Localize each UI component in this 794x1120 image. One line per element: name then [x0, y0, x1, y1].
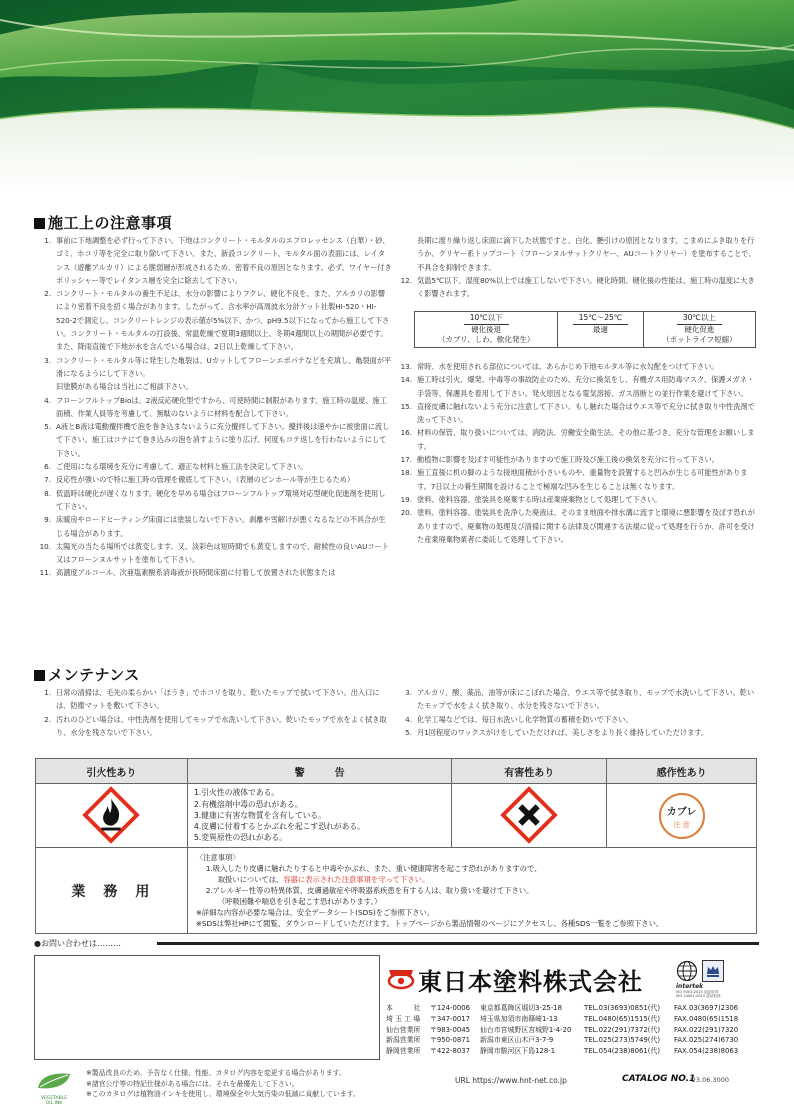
- footer-note: ※製品改良のため、予告なく仕様、性能、カタログ内容を変更する場合があります。: [86, 1069, 346, 1077]
- list-item: 長期に渡り繰り返し床面に滴下した状態ですと、白化、艶引けの原因となります。こまめにふき取りを行うか、クリヤー系トップコート（フローンヌルサットクリヤー、AUコートクリヤー）を塗布することで、不具合を抑制できます。: [417, 236, 756, 272]
- temp-high-note: （ポットライフ短縮）: [662, 335, 737, 344]
- note-line: 取扱いについては、容器に表示された注意事項を守って下さい。: [217, 875, 430, 884]
- list-item: 4. フローンフルトップBioは、2液反応硬化型ですから、可使時間に制限があります。施工時の温度、施工面積、作業人員等を考慮して、無駄のないように材料を配合して下さい。: [44, 395, 387, 418]
- list-item: 12. 気温5℃以下、湿度80%以上では施工しないで下さい。硬化時間、硬化後の性能は、施工時の温度に大きく影響されます。: [400, 275, 755, 299]
- list-item: 2. コンクリート・モルタルの養生不足は、水分の影響によりフクレ、硬化不良を、また、アルカリの影響により密着不良を招く場合があります。したがって、含水率が高周波水分計ケット社製HI-520・HI-520-2で測定し、コンクリートレンジの表示値が5%以下、かつ、pH9.5以下になってから施工して下さい。コンクリート・モルタルの打設後、常温乾燥で夏期3週間以上、冬期4週間以上の期間が必要です。また、降雨直後で下地が水を含んでいる場合は、2日以上乾燥して下さい。: [44, 289, 390, 352]
- office-row: 静岡営業所 〒422-8037 静岡市駿河区下島128-1 TEL.054(238)8061(代) FAX.054(238)8063: [386, 1047, 739, 1056]
- maintenance-right-column: [397, 686, 759, 739]
- list-item: 11. 高濃度アルコール、次亜塩素酸系消毒液が長時間床面に付着して放置された状態または: [39, 568, 336, 578]
- company-name: 東日本塗料株式会社: [418, 968, 643, 996]
- header-warning: 警 告: [187, 759, 452, 784]
- list-item: 4. 化学工場などでは、毎日水洗いし化学物質の蓄積を防いで下さい。: [405, 714, 633, 724]
- cert-brand: intertek: [676, 983, 704, 990]
- catalog-number: CATALOG NO.1: [622, 1074, 696, 1084]
- harmful-icon: [500, 786, 558, 844]
- note-line: 2.アレルギー性等の特異体質、皮膚過敏症や呼吸器系疾患を有する人は、取り扱いを避けて下さい。: [205, 886, 534, 895]
- list-item: 5. A液とB液は電動攪拌機で泡を巻き込まないように充分攪拌して下さい。攪拌後は速やかに被塗面に流して下さい。施工はコテにて巻き込みの泡を消すように塗り広げ、何度もコテ返しを行わないようにして下さい。: [44, 422, 390, 458]
- notes-title: 〈注意事項〉: [195, 853, 240, 862]
- list-item: 8. 低温時は硬化が遅くなります。硬化を早める場合はフローンフルトップ環境対応型硬化促進剤を使用して下さい。: [44, 488, 386, 511]
- contact-label: ●お問い合わせは………: [34, 939, 121, 948]
- temp-high-effect: 硬化促進: [684, 324, 715, 334]
- caution-left-column: [36, 234, 392, 580]
- note-line: （呼吸困難や喘息を引き起こす恐れがあります。）: [217, 897, 382, 906]
- badge-sublabel: 注 意: [673, 820, 690, 829]
- header-sensitizing: 感作性あり: [607, 759, 757, 784]
- globe-icon: [676, 960, 698, 982]
- note-line: 1.吸入したり皮膚に触れたりすると中毒やかぶれ、また、重い健康障害を起こす恐れがありますので、: [205, 864, 542, 873]
- maintenance-title: メンテナンス: [34, 664, 140, 685]
- cert-text: ISO 9001:2015 認証取得 ISO 14001:2015 認証取得: [676, 990, 721, 998]
- list-item: 5. 月1回程度のワックスがけをしていただければ、美しさをより長く維持していただけます。: [405, 727, 709, 737]
- temp-mid-effect: 最適: [593, 324, 608, 334]
- caution-right-column-top: [397, 234, 759, 300]
- veg-text: VEGETABLE OIL INK: [40, 1096, 68, 1106]
- list-item: 6. ご使用になる環境を充分に考慮して、適正な材料と施工法を決定して下さい。: [44, 462, 308, 472]
- certification-marks: [674, 958, 756, 998]
- vegetable-oil-ink-mark: [34, 1070, 74, 1106]
- contact-box: [34, 955, 380, 1060]
- list-item: 1. 日常の清掃は、毛先の柔らかい「ほうき」でホコリを取り、乾いたモップで拭いて下さい。出入口には、防塵マットを敷いて下さい。: [44, 688, 380, 711]
- header-banner: [0, 0, 794, 190]
- crown-icon: [703, 961, 723, 981]
- list-item: 10. 太陽光の当たる場所では黄変します。又、淡彩色は短時間でも黄変しますので、耐候性の良いAUコート又はフローンヌルサットを塗布して下さい。: [39, 541, 389, 565]
- caution-right-column-bottom: [397, 360, 759, 546]
- hazard-warning-table: [35, 758, 757, 934]
- maintenance-left-column: [36, 686, 392, 739]
- note-line: ※詳細な内容が必要な場合は、安全データシート(SDS)をご参照下さい。: [195, 908, 435, 917]
- list-item: 17. 動植物に影響を及ぼす可能性がありますので施工時及び施工後の換気を充分に行って下さい。: [400, 455, 719, 465]
- list-item: 7. 反応性が強いので特に施工時の管理を徹底して下さい。（表層のピンホール等が生じるため）: [44, 475, 355, 485]
- list-item: 旧塗膜がある場合は当社にご相談下さい。: [56, 382, 193, 392]
- temp-low-effect: 硬化後退: [471, 324, 502, 334]
- list-item: 3. アルカリ、酸、薬品、油等が床にこぼれた場合、ウエス等で拭き取り、モップで水洗いして下さい。乾いたモップで水をよく拭き取り、水分を残さないで下さい。: [405, 688, 755, 711]
- list-item: 2. 汚れのひどい場合は、中性洗剤を使用してモップで水洗いして下さい。乾いたモップで水をよく拭き取り、水分を残さないで下さい。: [44, 714, 387, 737]
- warning-item: 4.皮膚に付着するとかぶれを起こす恐れがある。: [193, 822, 365, 832]
- office-row: 新潟営業所 〒950-0871 新潟市東区山木戸3-7-9 TEL.025(273)5749(代) FAX.025(274)6730: [386, 1036, 739, 1045]
- company-logo-icon: [387, 966, 415, 990]
- list-item: 9. 床暖房やロードヒーティング床面には塗装しないで下さい。剥離や雪解けが悪くなるなどの不具合が生じる場合があります。: [44, 515, 386, 538]
- leaf-graphic: [0, 0, 794, 190]
- office-list: [386, 1003, 738, 1057]
- list-item: 3. コンクリート・モルタル等に発生した亀裂は、Uカットしてフローンエポパテなどを充填し、亀裂面が平滑になるようにして下さい。: [44, 355, 392, 378]
- footer-note: ※このカタログは植物油インキを使用し、環境保全や大気汚染の低減に貢献しています。: [86, 1090, 360, 1098]
- warning-item: 5.変異原性の恐れがある。: [193, 833, 288, 843]
- leaf-icon: [34, 1070, 74, 1092]
- contact-divider: [157, 942, 759, 945]
- list-item: 20. 塗料、塗料容器、塗装具を洗浄した廃液は、そのまま地面や排水溝に流すと環境に悪影響を及ぼす恐れがありますので、廃棄物の処理及び清掃に関する法律及び関連する法規に従って処理を行うか、許可を受けた産業廃棄物業者に委託して処理して下さい。: [400, 508, 755, 544]
- sensitizing-badge: [659, 793, 705, 839]
- temp-high: 30℃以上: [677, 313, 722, 325]
- office-row: 仙台営業所 〒983-0045 仙台市宮城野区宮城野1-4-20 TEL.022(291)7372(代) FAX.022(291)7320: [386, 1025, 739, 1034]
- temperature-table: [414, 311, 756, 348]
- list-item: 14. 施工時は引火、爆発、中毒等の事故防止のため、充分に換気をし、有機ガス用防毒マスク、保護メガネ・手袋等、保護具を着用して下さい。発火原因となる電気溶接、ガス溶断との並行作業を避けて下さい。: [400, 375, 755, 398]
- list-item: 18. 施工直後に机の脚のような接地面積が小さいものや、重量物を設置すると凹みが生じる可能性があります。7日以上の養生期間を設けることで極端な凹みを生じることは無くなります。: [400, 468, 748, 491]
- note-line: ※SDSは弊社HPにて閲覧、ダウンロードしていただけます。トップページから製品情報のページにアクセスし、各種SDS一覧をご参照下さい。: [195, 919, 664, 928]
- caution-title: 施工上の注意事項: [34, 212, 172, 233]
- list-item: 15. 直接皮膚に触れないよう充分に注意して下さい。もし触れた場合はウエス等で充分に拭き取り中性洗剤で洗って下さい。: [400, 401, 755, 425]
- temp-low-note: （カブリ、しわ、軟化発生）: [437, 335, 535, 344]
- warning-item: 3.健康に有害な物質を含有している。: [193, 810, 326, 820]
- footer-notes: [86, 1068, 360, 1100]
- website-url[interactable]: URL https://www.hnt-net.co.jp: [455, 1076, 567, 1085]
- header-flammable: 引火性あり: [36, 759, 188, 784]
- office-row: 本 社 〒124-0006 東京都葛飾区堀切3-25-18 TEL.03(3693)0851(代) FAX.03(3697)2306: [386, 1004, 739, 1012]
- warning-item: 1.引火性の液体である。: [193, 788, 280, 798]
- list-item: 16. 材料の保管、取り扱いについては、消防法、労働安全衛生法、その他に基づき、充分な管理をお願いします。: [400, 428, 755, 451]
- temp-mid: 15℃〜25℃: [573, 313, 628, 325]
- warning-item: 2.有機溶剤中毒の恐れがある。: [193, 799, 303, 809]
- office-row: 埼 玉 工 場 〒347-0017 埼玉県加須市南篠崎1-13 TEL.0480(65)1515(代) FAX.0480(65)1518: [386, 1014, 739, 1023]
- flammable-icon: [82, 786, 140, 844]
- list-item: 1. 事前に下地調整を必ず行って下さい。下地はコンクリート・モルタルのエフロレッセンス（白華）・砂、ゴミ、ホコリ等を完全に取り除いて下さい。また、新設コンクリート、モルタル面の表面には、レイタンス（遊離アルカリ）による脆弱層が形成されるため、密着不良の原因となります。必ず、ワイヤー付きポリッシャー等でレイタンス層を完全に除去して下さい。: [44, 236, 392, 285]
- badge-label: カブレ: [666, 806, 697, 818]
- temp-low: 10℃以下: [464, 313, 509, 325]
- business-use-label: 業 務 用: [36, 848, 188, 934]
- header-harmful: 有害性あり: [452, 759, 607, 784]
- ukas-mark-icon: [702, 960, 724, 982]
- list-item: 13. 常時、水を使用される部位については、あらかじめ下地モルタル等に水勾配をつけて下さい。: [400, 362, 719, 371]
- footer-note: ※諸官公庁等の特記仕様がある場合には、それを最優先して下さい。: [86, 1079, 299, 1088]
- issue-date: '23.06.3000: [690, 1076, 730, 1084]
- list-item: 19. 塗料、塗料容器、塗装具を廃棄する時は産業廃棄物として処理して下さい。: [400, 494, 662, 504]
